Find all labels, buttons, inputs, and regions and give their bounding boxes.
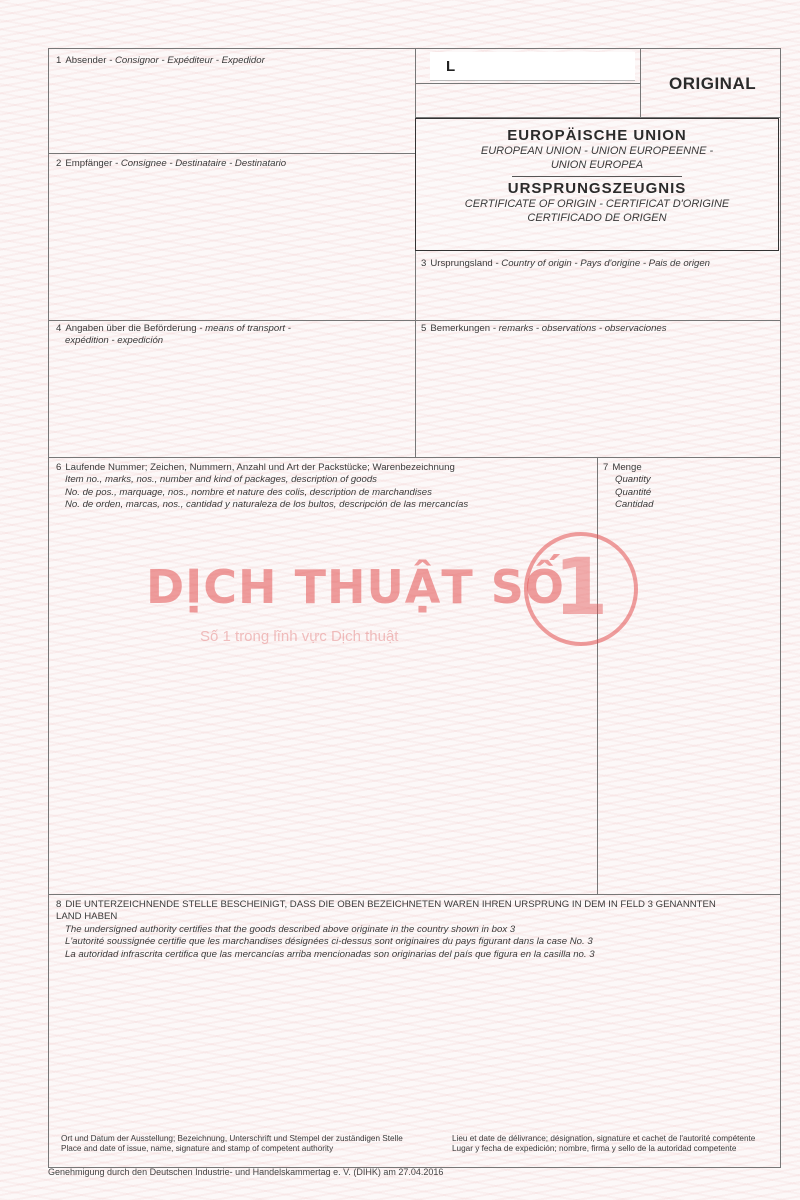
footnote-es: Lugar y fecha de expedición; nombre, firma y sello de la autoridad competente: [452, 1144, 737, 1154]
watermark-title: DỊCH THUẬT SỐ: [146, 560, 566, 614]
box-label: Empfänger: [65, 158, 113, 169]
footnote-fr: Lieu et date de délivrance; désignation, signature et cachet de l'autorité compétente: [452, 1134, 756, 1143]
certification-es: La autoridad infrascrita certifica que las mercancías arriba mencionadas son originarias del país que figura en la casilla no. 3: [65, 948, 595, 960]
divider: [415, 83, 640, 84]
watermark-logo-icon: [522, 530, 640, 648]
watermark-logo-digit: 1: [553, 543, 609, 633]
box-number: 8: [56, 899, 62, 910]
divider: [49, 457, 780, 458]
box-quantity[interactable]: [603, 462, 653, 512]
box-label-translations: - Country of origin - Pays d'origine - Pais de origen: [495, 258, 711, 269]
issue-place-date-note-left: [61, 1134, 403, 1155]
box-label: Ursprungsland: [430, 258, 493, 269]
box-number: 4: [56, 323, 62, 334]
footnote-en: Place and date of issue, name, signature and stamp of competent authority: [61, 1144, 334, 1154]
box-label-en: Item no., marks, nos., number and kind of packages, description of goods: [65, 474, 377, 486]
eu-title: EUROPÄISCHE UNION: [507, 127, 687, 144]
watermark-subtitle: Số 1 trong lĩnh vực Dịch thuật: [200, 628, 399, 645]
box-number: 3: [421, 258, 427, 269]
divider: [512, 176, 682, 177]
box-number: 1: [56, 55, 62, 66]
box-label-translations: - remarks - observations - observaciones: [492, 323, 667, 334]
approval-note: Genehmigung durch den Deutschen Industrie- und Handelskammertag e. V. (DIHK) am 27.04.2016: [48, 1167, 444, 1177]
issue-place-date-note-right: [452, 1134, 755, 1155]
eu-title-box: [415, 118, 779, 251]
divider: [49, 894, 780, 895]
box-label: Menge: [612, 462, 642, 473]
original-label: ORIGINAL: [669, 74, 757, 93]
box-label-en: Quantity: [615, 474, 651, 486]
certificate-title: URSPRUNGSZEUGNIS: [507, 180, 687, 197]
box-label-es: No. de orden, marcas, nos., cantidad y naturaleza de los bultos, descripción de las mercancías: [65, 499, 469, 511]
box-label-es: Cantidad: [615, 499, 654, 511]
box-number: 7: [603, 462, 609, 473]
divider: [597, 457, 598, 894]
box-transport[interactable]: [56, 323, 291, 348]
certification-fr: L'autorité soussignée certifie que les marchandises désignées ci-dessus sont originaires du pays figurant dans la case No. 3: [65, 936, 593, 948]
box-label-fr: No. de pos., marquage, nos., nombre et nature des colis, description de marchandises: [65, 486, 432, 498]
reference-number-field[interactable]: [430, 52, 635, 81]
box-number: 2: [56, 158, 62, 169]
box-number: 6: [56, 462, 62, 473]
box-label-translations: - Consignee - Destinataire - Destinatario: [114, 158, 287, 169]
box-consignee[interactable]: [56, 158, 286, 170]
reference-prefix: L: [446, 58, 456, 75]
box-label: Laufende Nummer; Zeichen, Nummern, Anzahl und Art der Packstücke; Warenbezeichnung: [65, 462, 455, 473]
divider: [415, 49, 416, 457]
box-label-translations: expédition - expedición: [65, 335, 164, 347]
box-label-translations: - means of transport -: [199, 323, 291, 334]
box-label: Angaben über die Beförderung: [65, 323, 197, 334]
divider: [49, 153, 415, 154]
signature-area[interactable]: [49, 960, 779, 1130]
box-country-of-origin[interactable]: [421, 258, 710, 270]
box-label: Absender: [65, 55, 107, 66]
divider: [49, 320, 780, 321]
divider: [640, 49, 641, 117]
box-label-fr: Quantité: [615, 486, 652, 498]
eu-subtitle: EUROPEAN UNION - UNION EUROPEENNE - UNION EUROPEA: [480, 145, 714, 171]
box-remarks[interactable]: [421, 323, 667, 335]
footnote-de: Ort und Datum der Ausstellung; Bezeichnung, Unterschrift und Stempel der zuständigen Stelle: [61, 1134, 403, 1143]
certificate-subtitle: CERTIFICATE OF ORIGIN - CERTIFICAT D'ORIGINE CERTIFICADO DE ORIGEN: [464, 198, 730, 224]
box-label: Bemerkungen: [430, 323, 491, 334]
box-number: 5: [421, 323, 427, 334]
box-consignor[interactable]: [56, 55, 265, 67]
box-certification: [56, 899, 736, 961]
box-goods-description[interactable]: [56, 462, 591, 512]
certification-en: The undersigned authority certifies that the goods described above originate in the country shown in box 3: [65, 923, 516, 935]
box-label: DIE UNTERZEICHNENDE STELLE BESCHEINIGT, DASS DIE OBEN BEZEICHNETEN WAREN IHREN URSPRUNG IN DEM IN FELD 3 GENANNTEN LAND HABEN: [56, 899, 716, 923]
box-label-translations: - Consignor - Expéditeur - Expedidor: [109, 55, 265, 66]
